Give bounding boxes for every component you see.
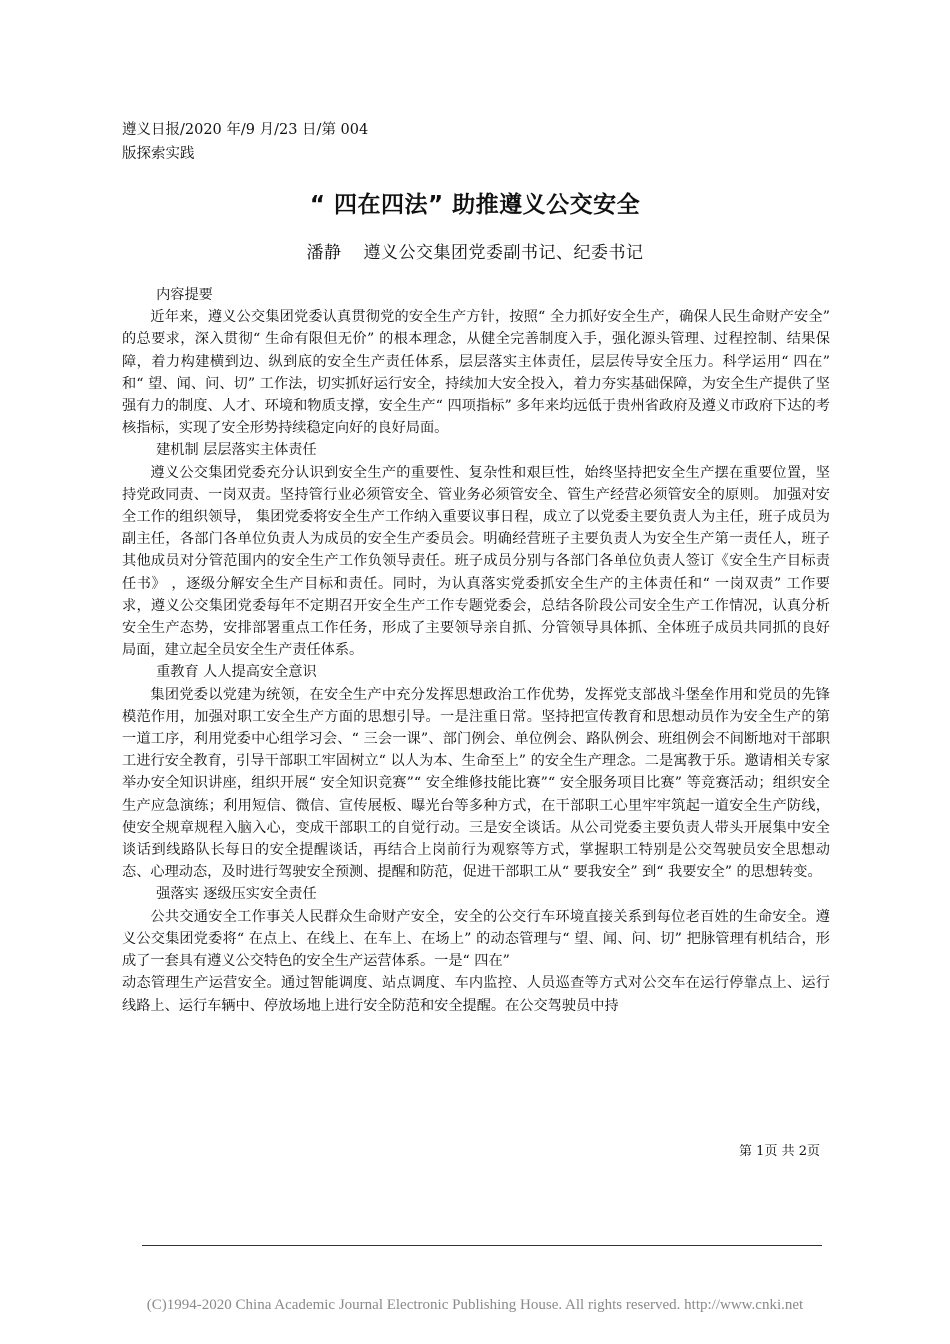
source-info <box>122 118 442 166</box>
article-body <box>122 284 830 1017</box>
copyright-notice: (C)1994-2020 China Academic Journal Electronic Publishing House. All rights reserved. http://www.cnki.net <box>146 1297 804 1313</box>
paragraph-education: 集团党委以党建为统领，在安全生产中充分发挥思想政治工作优势，发挥党支部战斗堡垒作用和党员的先锋模范作用，加强对职工安全生产方面的思想引导。一是注重日常。坚持把宣传教育和思想动员作为安全生产的第一道工序，利用党委中心组学习会、“ 三会一课”、部门例会、单位例会、路队例会、班组例会不间断地对干部职工进行安全教育，引导干部职工牢固树立“ 以人为本、生命至上” 的安全生产理念。二是寓教于乐。邀请相关专家举办安全知识讲座，组织开展“ 安全知识竞赛”“ 安全维修技能比赛”“ 安全服务项目比赛” 等竞赛活动；组织安全生产应急演练；利用短信、微信、宣传展板、曝光台等多种方式，在干部职工心里牢牢筑起一道安全生产防线，使安全规章规程入脑入心，变成干部职工的自觉行动。三是安全谈话。从公司党委主要负责人带头开展集中安全谈话到线路队长每日的安全提醒谈话，再结合上岗前行为观察等方式，掌握职工特别是公交驾驶员安全思想动态、心理动态，及时进行驾驶安全预测、提醒和防范，促进干部职工从“ 要我安全” 到“ 我要安全” 的思想转变。 <box>122 686 830 881</box>
source-line-2: 版探索实践 <box>122 146 195 162</box>
page-number: 第 1页 共 2页 <box>739 1144 820 1159</box>
author-line <box>0 238 950 263</box>
section-heading-education: 重教育 人人提高安全意识 <box>156 664 317 681</box>
paragraph-abstract: 近年来，遵义公交集团党委认真贯彻党的安全生产方针，按照“ 全力抓好安全生产，确保人民生命财产安全” 的总要求，深入贯彻“ 生命有限但无价” 的根本理念，从健全完善制度入手，强化源头管理、过程控制、结果保障，着力构建横到边、纵到底的安全生产责任体系，层层落实主体责任，层层传导安全压力。科学运用“ 四在” 和“ 望、闻、问、切” 工作法，切实抓好运行安全，持续加大安全投入，着力夯实基础保障，为安全生产提供了坚强有力的制度、人才、环境和物质支撑，安全生产“ 四项指标” 多年来均远低于贵州省政府及遵义市政府下达的考核指标，实现了安全形势持续稳定向好的良好局面。 <box>122 309 830 437</box>
article-title: “ 四在四法” 助推遵义公交安全 <box>309 192 641 218</box>
paragraph-mechanism: 遵义公交集团党委充分认识到安全生产的重要性、复杂性和艰巨性，始终坚持把安全生产摆在重要位置，坚持党政同责、一岗双责。坚持管行业必须管安全、管业务必须管安全、管生产经营必须管安全的原则。 加强对安全工作的组织领导， 集团党委将安全生产工作纳入重要议事日程，成立了以党委主要负责人为主任，班子成员为副主任，各部门各单位负责人为成员的安全生产委员会。明确经营班子主要负责人为安全生产第一责任人，班子其他成员对分管范围内的安全生产工作负领导责任。班子成员分别与各部门各单位负责人签订《安全生产目标责任书》 ，逐级分解安全生产目标和责任。同时，为认真落实党委抓安全生产的主体责任和“ 一岗双责” 工作要求，遵义公交集团党委每年不定期召开安全生产工作专题党委会，总结各阶段公司安全生产工作情况，认真分析安全生产态势，安排部署重点工作任务，形成了主要领导亲自抓、分管领导具体抓、全体班子成员共同抓的良好局面，建立起全员安全生产责任体系。 <box>122 464 830 659</box>
section-heading-implementation: 强落实 逐级压实安全责任 <box>156 886 317 903</box>
section-heading-abstract: 内容提要 <box>156 287 213 303</box>
footer-divider <box>142 1245 822 1246</box>
section-heading-mechanism: 建机制 层层落实主体责任 <box>156 442 317 459</box>
source-line-1: 遵义日报/2020 年/9 月/23 日/第 004 <box>122 122 369 138</box>
paragraph-continued: 动态管理生产运营安全。通过智能调度、站点调度、车内监控、人员巡查等方式对公交车在运行停靠点上、运行线路上、运行车辆中、停放场地上进行安全防范和安全提醒。在公交驾驶员中持 <box>122 975 830 1014</box>
paragraph-implementation: 公共交通安全工作事关人民群众生命财产安全，安全的公交行车环境直接关系到每位老百姓的生命安全。遵义公交集团党委将“ 在点上、在线上、在车上、在场上” 的动态管理与“ 望、闻、问、切” 把脉管理有机结合，形成了一套具有遵义公交特色的安全生产运营体系。一是“ 四在” <box>122 908 830 970</box>
author-name: 潘静 <box>306 243 342 263</box>
author-position: 遵义公交集团党委副书记、纪委书记 <box>363 243 644 263</box>
